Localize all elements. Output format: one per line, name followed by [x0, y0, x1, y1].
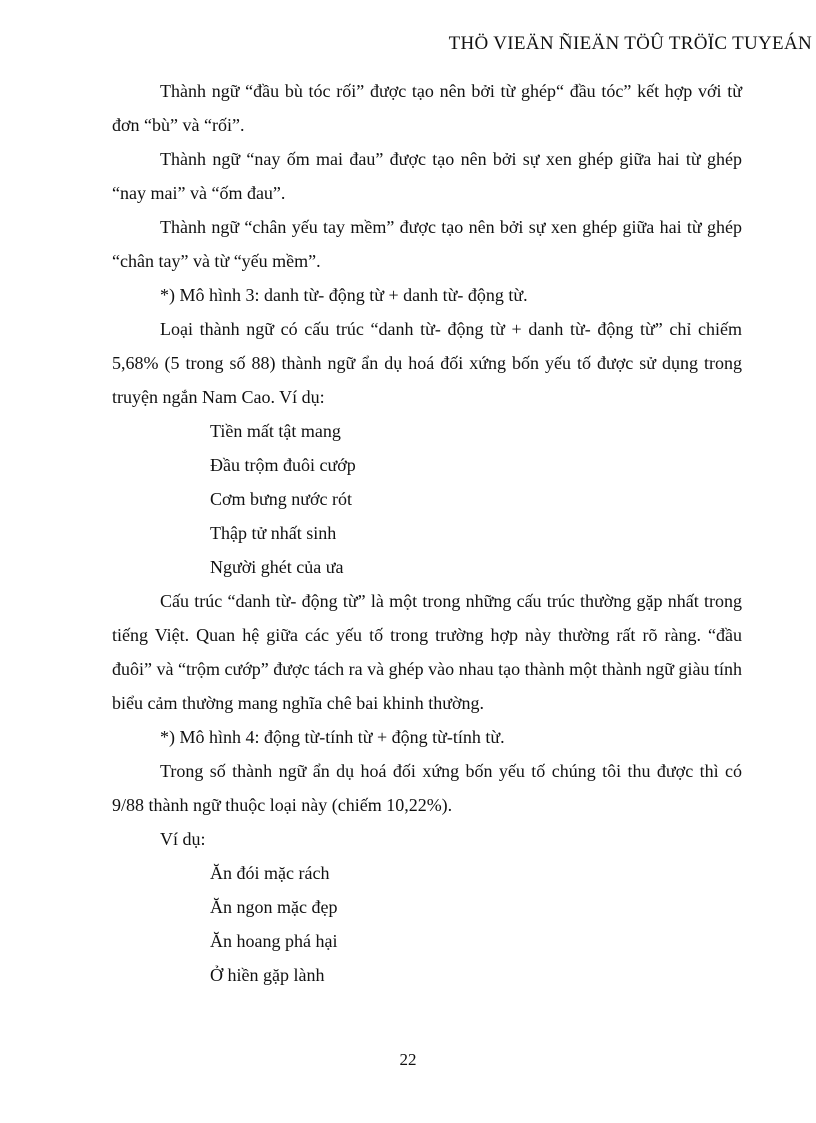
- example-intro: Ví dụ:: [160, 829, 206, 849]
- paragraph: Trong số thành ngữ ẩn dụ hoá đối xứng bốn yếu tố chúng tôi thu được thì có 9/88 thành ngữ thuộc loại này (chiếm 10,22%).: [112, 761, 742, 815]
- example-idiom: Đầu trộm đuôi cướp: [210, 455, 356, 475]
- example-idiom: Thập tử nhất sinh: [210, 523, 337, 543]
- model-4-heading: *) Mô hình 4: động từ-tính từ + động từ-tính từ.: [160, 727, 505, 747]
- paragraph: Thành ngữ “nay ốm mai đau” được tạo nên bởi sự xen ghép giữa hai từ ghép “nay mai” và “ốm đau”.: [112, 149, 742, 203]
- example-idiom: Ở hiền gặp lành: [210, 965, 325, 985]
- paragraph: Loại thành ngữ có cấu trúc “danh từ- động từ + danh từ- động từ” chỉ chiếm 5,68% (5 trong số 88) thành ngữ ẩn dụ hoá đối xứng bốn yếu tố được sử dụng trong truyện ngắn Nam Cao. Ví dụ:: [112, 319, 742, 407]
- example-idiom: Người ghét của ưa: [210, 557, 344, 577]
- example-idiom: Ăn hoang phá hại: [210, 931, 338, 951]
- example-idiom: Ăn ngon mặc đẹp: [210, 897, 338, 917]
- page-number: 22: [399, 1050, 417, 1069]
- paragraph: Cấu trúc “danh từ- động từ” là một trong những cấu trúc thường gặp nhất trong tiếng Việt. Quan hệ giữa các yếu tố trong trường hợp này thường rất rõ ràng. “đầu đuôi” và “trộm cướp” được tách ra và ghép vào nhau tạo thành một thành ngữ giàu tính biểu cảm thường mang nghĩa chê bai khinh thường.: [112, 591, 742, 713]
- example-idiom: Ăn đói mặc rách: [210, 863, 330, 883]
- example-list: [112, 856, 742, 992]
- example-idiom: Cơm bưng nước rót: [210, 489, 353, 509]
- page-header: THÖ VIEÄN ÑIEÄN TÖÛ TRÖÏC TUYEÁN: [448, 33, 812, 54]
- document-body: [112, 74, 742, 992]
- paragraph: Thành ngữ “đầu bù tóc rối” được tạo nên bởi từ ghép“ đầu tóc” kết hợp với từ đơn “bù” và “rối”.: [112, 81, 742, 135]
- paragraph: Thành ngữ “chân yếu tay mềm” được tạo nên bởi sự xen ghép giữa hai từ ghép “chân tay” và từ “yếu mềm”.: [112, 217, 742, 271]
- model-3-heading: *) Mô hình 3: danh từ- động từ + danh từ- động từ.: [160, 285, 528, 305]
- example-list: [112, 414, 742, 584]
- example-idiom: Tiền mất tật mang: [210, 421, 341, 441]
